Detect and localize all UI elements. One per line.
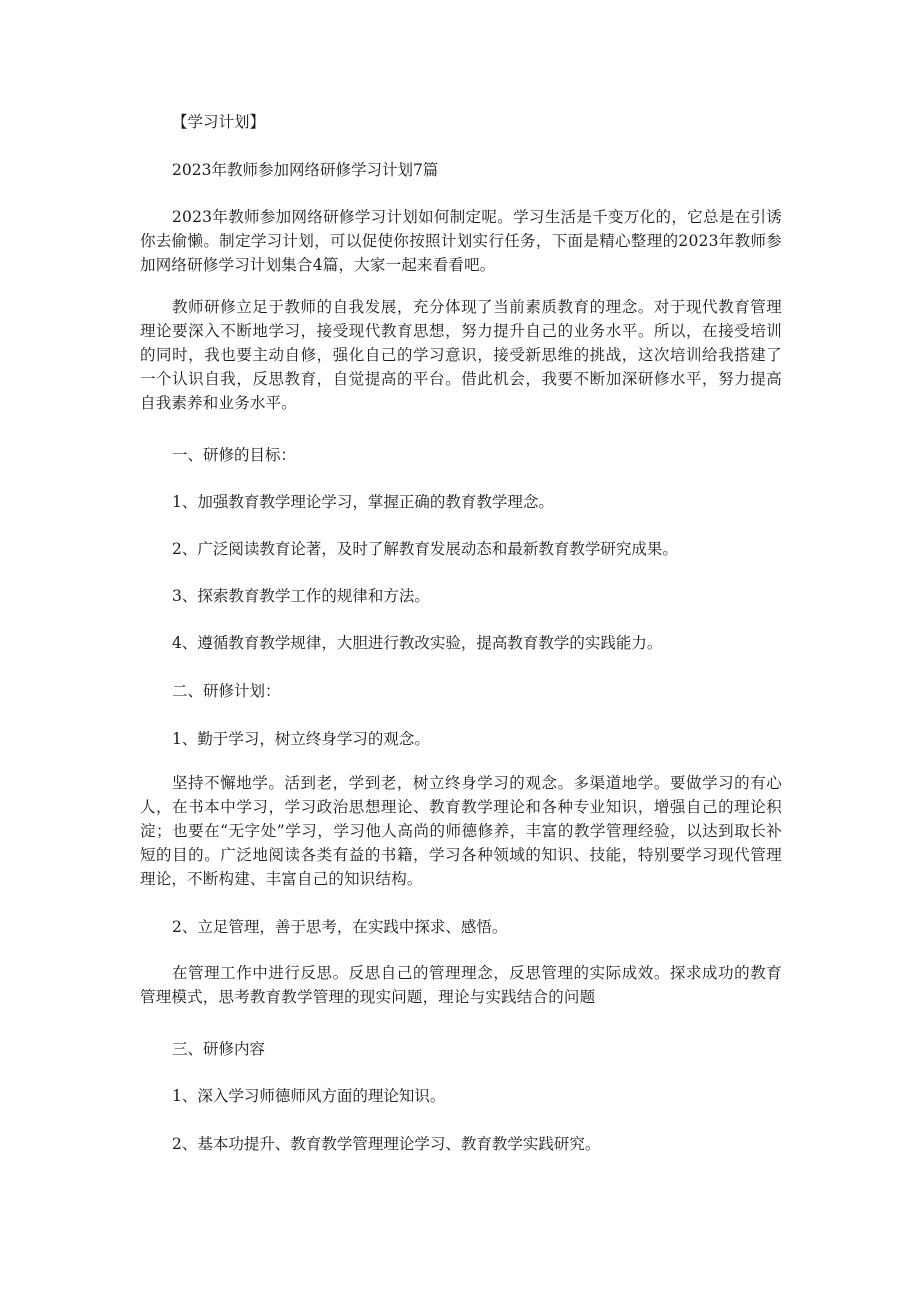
goal-item: 4、遵循教育教学规律，大胆进行教改实验，提高教育教学的实践能力。: [172, 634, 663, 652]
goal-item: 3、探索教育教学工作的规律和方法。: [172, 587, 430, 605]
goal-item: 2、广泛阅读教育论著，及时了解教育发展动态和最新教育教学研究成果。: [172, 540, 678, 558]
section-heading-content: 三、研修内容: [172, 1040, 266, 1058]
plan-2-paragraph: 在管理工作中进行反思。反思自己的管理理念，反思管理的实际成效。探求成功的教育管理模式，思考教育教学管理的现实问题，理论与实践结合的问题: [140, 964, 782, 1006]
goal-item: 1、加强教育教学理论学习，掌握正确的教育教学理念。: [172, 493, 554, 511]
body-paragraph-1: 教师研修立足于教师的自我发展，充分体现了当前素质教育的理念。对于现代教育管理理论要深入不断地学习，接受现代教育思想，努力提升自己的业务水平。所以，在接受培训的同时，我也要主动自修，强化自己的学习意识，接受新思维的挑战，这次培训给我搭建了一个认识自我，反思教育，自觉提高的平台。借此机会，我要不断加深研修水平，努力提高自我素养和业务水平。: [140, 298, 782, 412]
section-heading-plan: 二、研修计划：: [172, 682, 281, 700]
doc-tag: 【学习计划】: [172, 113, 266, 131]
plan-item-1: 1、勤于学习，树立终身学习的观念。: [172, 730, 430, 748]
doc-title: 2023年教师参加网络研修学习计划7篇: [172, 161, 439, 179]
plan-1-paragraph: 坚持不懈地学。活到老，学到老，树立终身学习的观念。多渠道地学。要做学习的有心人，在书本中学习，学习政治思想理论、教育教学理论和各种专业知识，增强自己的理论积淀；也要在“无字处”学习，学习他人高尚的师德修养，丰富的教学管理经验，以达到取长补短的目的。广泛地阅读各类有益的书籍，学习各种领域的知识、技能，特别要学习现代管理理论，不断构建、丰富自己的知识结构。: [140, 774, 782, 888]
plan-item-2: 2、立足管理，善于思考，在实践中探求、感悟。: [172, 918, 508, 936]
content-item: 2、基本功提升、教育教学管理理论学习、教育教学实践研究。: [172, 1135, 601, 1153]
content-item: 1、深入学习师德师风方面的理论知识。: [172, 1087, 446, 1105]
intro-paragraph: 2023年教师参加网络研修学习计划如何制定呢。学习生活是千变万化的，它总是在引诱你去偷懒。制定学习计划，可以促使你按照计划实行任务，下面是精心整理的2023年教师参加网络研修学习计划集合4篇，大家一起来看看吧。: [140, 208, 782, 274]
section-heading-goals: 一、研修的目标：: [172, 446, 297, 464]
